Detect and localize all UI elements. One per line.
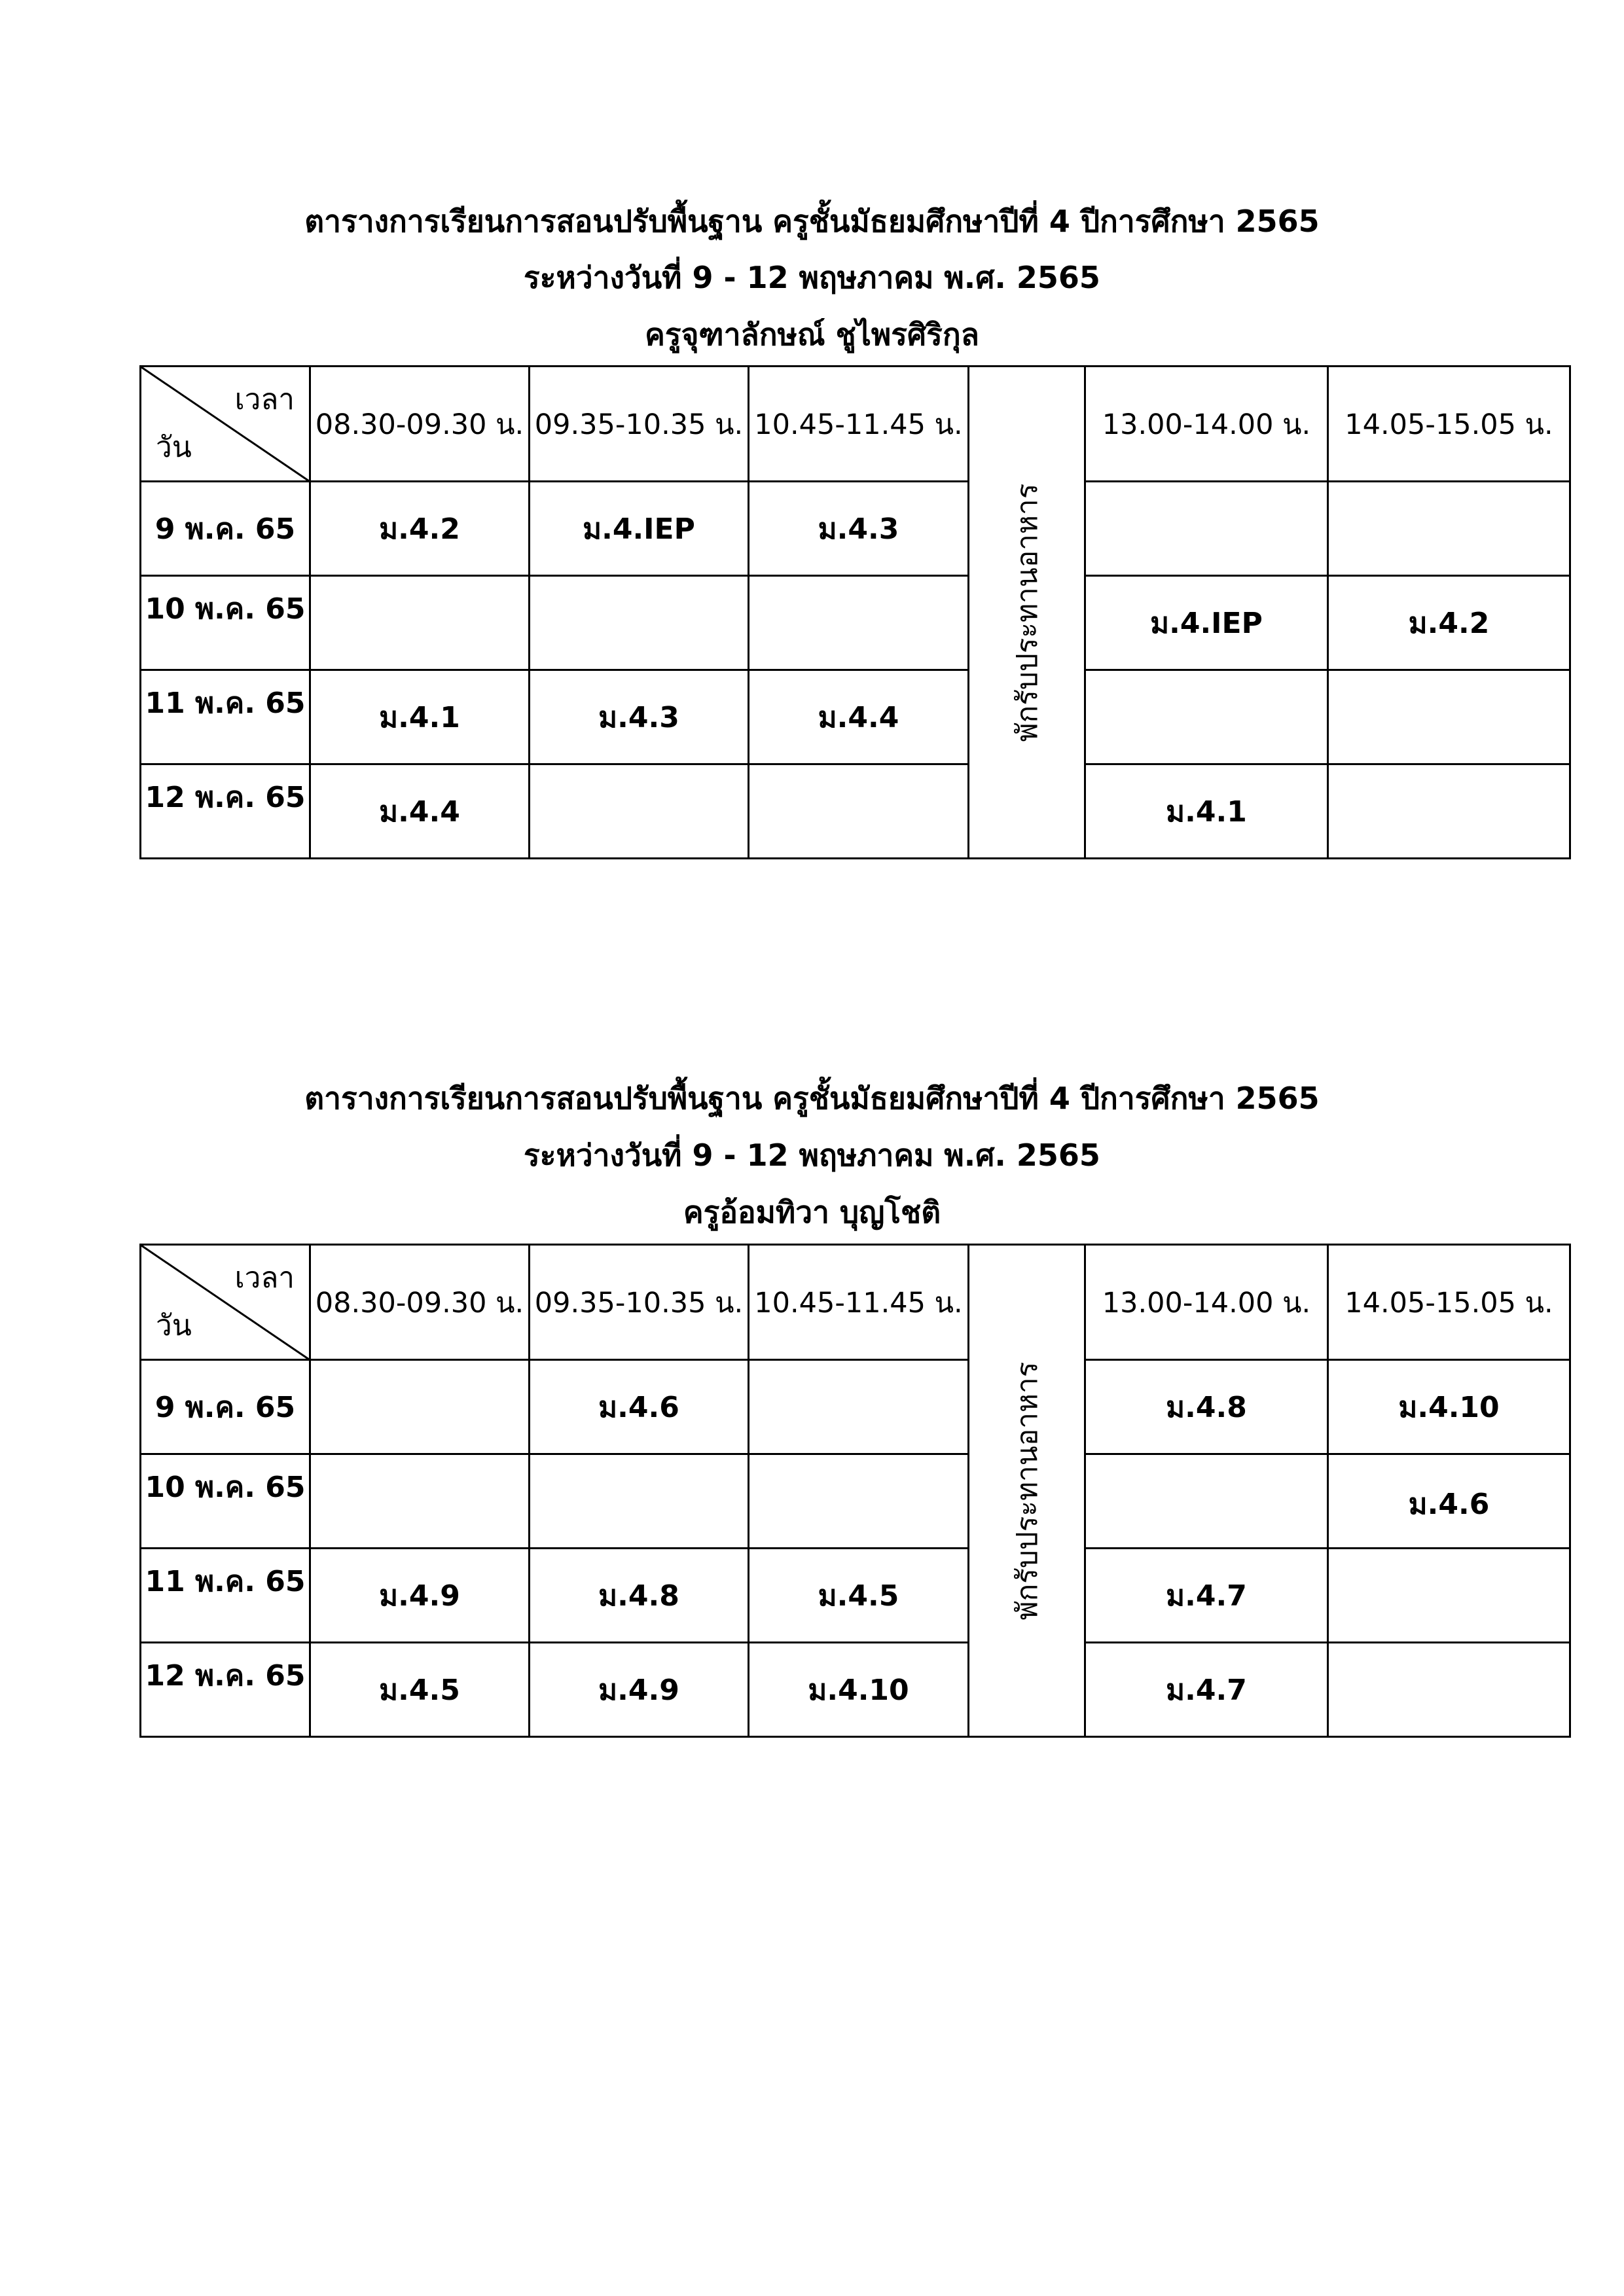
class-cell: ม.4.5 bbox=[310, 1643, 530, 1737]
class-cell: ม.4.9 bbox=[530, 1643, 749, 1737]
day-label: 9 พ.ค. 65 bbox=[141, 1360, 310, 1454]
day-label: 11 พ.ค. 65 bbox=[141, 670, 310, 764]
day-label: 9 พ.ค. 65 bbox=[141, 482, 310, 576]
schedule-table bbox=[139, 365, 1571, 859]
time-slot-header: 09.35-10.35 น. bbox=[530, 1245, 749, 1360]
class-cell: ม.4.IEP bbox=[530, 482, 749, 576]
header-row bbox=[141, 1245, 1570, 1360]
class-cell bbox=[310, 1360, 530, 1454]
date-range: ระหว่างวันที่ 9 - 12 พฤษภาคม พ.ศ. 2565 bbox=[524, 1138, 1100, 1173]
header-row bbox=[141, 367, 1570, 482]
class-cell: ม.4.7 bbox=[1085, 1643, 1328, 1737]
table-row bbox=[141, 670, 1570, 764]
teacher-name: ครูจุฑาลักษณ์ ชูไพรศิริกุล bbox=[645, 317, 979, 352]
time-slot-header: 13.00-14.00 น. bbox=[1085, 367, 1328, 482]
class-cell: ม.4.10 bbox=[1328, 1360, 1570, 1454]
time-slot-header: 08.30-09.30 น. bbox=[310, 1245, 530, 1360]
table-row bbox=[141, 482, 1570, 576]
class-cell bbox=[530, 764, 749, 859]
class-cell: ม.4.IEP bbox=[1085, 576, 1328, 670]
class-cell: ม.4.8 bbox=[530, 1549, 749, 1643]
class-cell bbox=[1328, 482, 1570, 576]
class-cell bbox=[749, 1454, 969, 1549]
schedule-title: ตารางการเรียนการสอนปรับพื้นฐาน ครูชั้นมัธยมศึกษาปีที่ 4 ปีการศึกษา 2565 bbox=[304, 204, 1320, 239]
table-row bbox=[141, 576, 1570, 670]
class-cell: ม.4.7 bbox=[1085, 1549, 1328, 1643]
corner-day-label: วัน bbox=[156, 1309, 192, 1342]
class-cell: ม.4.6 bbox=[530, 1360, 749, 1454]
class-cell: ม.4.1 bbox=[310, 670, 530, 764]
class-cell bbox=[1085, 482, 1328, 576]
class-cell bbox=[1328, 670, 1570, 764]
lunch-break-label: พักรับประทานอาหาร bbox=[1010, 483, 1044, 742]
corner-time-label: เวลา bbox=[234, 383, 295, 416]
lunch-break-column bbox=[969, 367, 1085, 859]
time-slot-header: 14.05-15.05 น. bbox=[1328, 367, 1570, 482]
class-cell bbox=[749, 576, 969, 670]
table-row bbox=[141, 1643, 1570, 1737]
day-label: 12 พ.ค. 65 bbox=[141, 1643, 310, 1737]
class-cell: ม.4.5 bbox=[749, 1549, 969, 1643]
schedule-table bbox=[139, 1244, 1571, 1738]
class-cell: ม.4.4 bbox=[310, 764, 530, 859]
class-cell bbox=[1328, 764, 1570, 859]
table-row bbox=[141, 1360, 1570, 1454]
lunch-break-label: พักรับประทานอาหาร bbox=[1010, 1361, 1044, 1620]
time-slot-header: 08.30-09.30 น. bbox=[310, 367, 530, 482]
class-cell bbox=[530, 1454, 749, 1549]
corner-day-label: วัน bbox=[156, 431, 192, 464]
class-cell: ม.4.3 bbox=[749, 482, 969, 576]
corner-time-label: เวลา bbox=[234, 1261, 295, 1295]
day-label: 10 พ.ค. 65 bbox=[141, 576, 310, 670]
time-slot-header: 10.45-11.45 น. bbox=[749, 1245, 969, 1360]
teacher-name: ครูอ้อมทิวา บุญโชติ bbox=[683, 1194, 941, 1230]
table-row bbox=[141, 1454, 1570, 1549]
time-slot-header: 09.35-10.35 น. bbox=[530, 367, 749, 482]
class-cell bbox=[310, 576, 530, 670]
class-cell: ม.4.4 bbox=[749, 670, 969, 764]
day-label: 12 พ.ค. 65 bbox=[141, 764, 310, 859]
class-cell bbox=[310, 1454, 530, 1549]
class-cell bbox=[749, 1360, 969, 1454]
table-row bbox=[141, 1549, 1570, 1643]
class-cell: ม.4.2 bbox=[310, 482, 530, 576]
class-cell bbox=[1085, 1454, 1328, 1549]
day-label: 11 พ.ค. 65 bbox=[141, 1549, 310, 1643]
date-range: ระหว่างวันที่ 9 - 12 พฤษภาคม พ.ศ. 2565 bbox=[524, 260, 1100, 295]
class-cell: ม.4.6 bbox=[1328, 1454, 1570, 1549]
class-cell bbox=[1328, 1549, 1570, 1643]
time-slot-header: 10.45-11.45 น. bbox=[749, 367, 969, 482]
lunch-break-column bbox=[969, 1245, 1085, 1737]
class-cell bbox=[749, 764, 969, 859]
table-row bbox=[141, 764, 1570, 859]
class-cell bbox=[1328, 1643, 1570, 1737]
class-cell bbox=[1085, 670, 1328, 764]
time-slot-header: 13.00-14.00 น. bbox=[1085, 1245, 1328, 1360]
day-label: 10 พ.ค. 65 bbox=[141, 1454, 310, 1549]
class-cell: ม.4.1 bbox=[1085, 764, 1328, 859]
class-cell: ม.4.8 bbox=[1085, 1360, 1328, 1454]
time-slot-header: 14.05-15.05 น. bbox=[1328, 1245, 1570, 1360]
class-cell: ม.4.10 bbox=[749, 1643, 969, 1737]
class-cell: ม.4.2 bbox=[1328, 576, 1570, 670]
class-cell: ม.4.3 bbox=[530, 670, 749, 764]
corner-cell bbox=[141, 367, 310, 482]
schedule-title: ตารางการเรียนการสอนปรับพื้นฐาน ครูชั้นมัธยมศึกษาปีที่ 4 ปีการศึกษา 2565 bbox=[304, 1081, 1320, 1116]
corner-cell bbox=[141, 1245, 310, 1360]
class-cell bbox=[530, 576, 749, 670]
class-cell: ม.4.9 bbox=[310, 1549, 530, 1643]
